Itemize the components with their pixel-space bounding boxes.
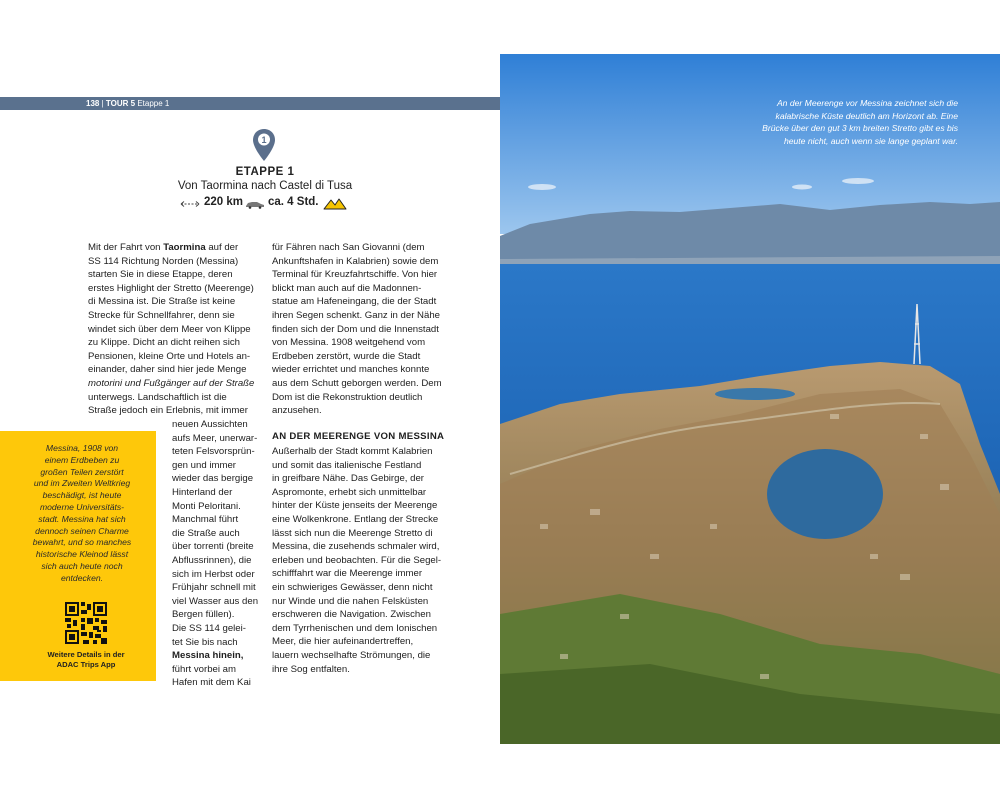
photo-caption: An der Meerenge vor Messina zeichnet sich die kalabrische Küste deutlich am Horizont ab. Eine Brücke über den gut 3 km breiten Stretto gibt es bis heute nicht, auch wenn sie lange geplant war.: [762, 98, 958, 146]
app-hint: Weitere Details in der ADAC Trips App: [47, 650, 125, 669]
section-subheading: AN DER MEERENGE VON MESSINA: [272, 431, 445, 442]
map-pin-icon: [252, 128, 276, 162]
stage-duration: ca. 4 Std.: [268, 196, 319, 208]
distance-arrow-icon: [180, 199, 200, 209]
lake-large: [767, 449, 883, 539]
mountain-icon: [323, 197, 347, 210]
stage-title: ETAPPE 1: [235, 166, 295, 178]
place-taormina: Taormina: [163, 242, 206, 253]
car-icon: [245, 199, 265, 209]
column1-narrow-paragraph: neuen Aussichten aufs Meer, unerwar- teten Felsvorsprün- gen und immer wieder das bergige Hinterland der Monti Peloritani. Manchmal führt die Straße auch über torrenti (breite Abflussrinnen), die sich im Herbst oder Frühjahr schnell mit viel Wasser aus den Bergen füllen). Die SS 114 gelei- tet Sie bis nach Messina hinein, führt vorbei am Hafen mit dem Kai: [172, 419, 259, 689]
stage-distance: 220 km: [204, 196, 244, 208]
column2-bottom-paragraph: Außerhalb der Stadt kommt Kalabrien und somit das italienische Festland in greifbare Nähe. Das Gebirge, der Aspromonte, erhebt sich unmittelbar hinter der Küste jenseits der Meerenge eine Wolkenkrone. Entlang der Strecke lässt sich nun die Meerenge Stretto di Messina, die zusehends schmaler wird, erleben und beobachten. Für die Segel- schifffahrt war die Meerenge immer ein schwieriges Gewässer, denn nicht nur Winde und die nahen Felsküsten erschweren die Navigation. Zwischen dem Tyrrhenischen und dem Ionischen Meer, die hier aufeinandertreffen, lauern wechselhafte Strömungen, die ihre Sog entfalten.: [272, 446, 442, 675]
stage-subtitle: Von Taormina nach Castel di Tusa: [177, 180, 353, 192]
qr-code-icon[interactable]: [65, 602, 107, 644]
page-number: 138: [86, 99, 100, 108]
header-bar: [0, 97, 500, 110]
running-header: 138 | TOUR 5 Etappe 1: [86, 99, 170, 108]
lake-small: [715, 388, 795, 400]
messina-strait-photo: [500, 54, 1000, 744]
column2-paragraph: für Fähren nach San Giovanni (dem Ankunftshafen in Kalabrien) sowie dem Terminal für Kreuzfahrtschiffe. Von hier blickt man auch auf die Madonnen- statue am Hafeneingang, die der Stadt ihren Segen schenkt. Ganz in der Nähe finden sich der Dom und die Innenstadt von Messina. 1908 weitgehend vom Erdbeben zerstört, wurde die Stadt wieder errichtet und manches konnte aus dem Schutt geborgen werden. Dem Dom ist die Rekonstruktion deutlich anzusehen.: [272, 242, 442, 417]
stage-meta: [180, 196, 360, 212]
info-box-text: Messina, 1908 von einem Erdbeben zu großen Teilen zerstört und im Zweiten Weltkrieg beschädigt, ist heute moderne Universitäts- stadt. Messina hat sich dennoch seinen Charme bewahrt, und so manches historische Kleinod lässt sich auch heute noch entdecken.: [32, 443, 132, 583]
column1-paragraph: Mit der Fahrt von Taormina auf der SS 114 Richtung Norden (Messina) starten Sie in diese Etappe, deren erstes Highlight der Stretto (Meerenge) di Messina ist. Die Straße ist keine Strecke für Schnellfahrer, denn sie windet sich über dem Meer von Klippe zu Klippe. Dicht an dicht reihen sich Pensionen, kleine Orte und Hotels an- einander, daher sind hier jede Menge motorini und Fußgänger auf der Straße unterwegs. Landschaftlich ist die Straße jedoch ein Erlebnis, mit immer: [88, 242, 255, 417]
section-label: Etappe 1: [137, 99, 170, 108]
tour-label: TOUR 5: [105, 99, 136, 108]
pin-number: 1: [261, 135, 267, 145]
